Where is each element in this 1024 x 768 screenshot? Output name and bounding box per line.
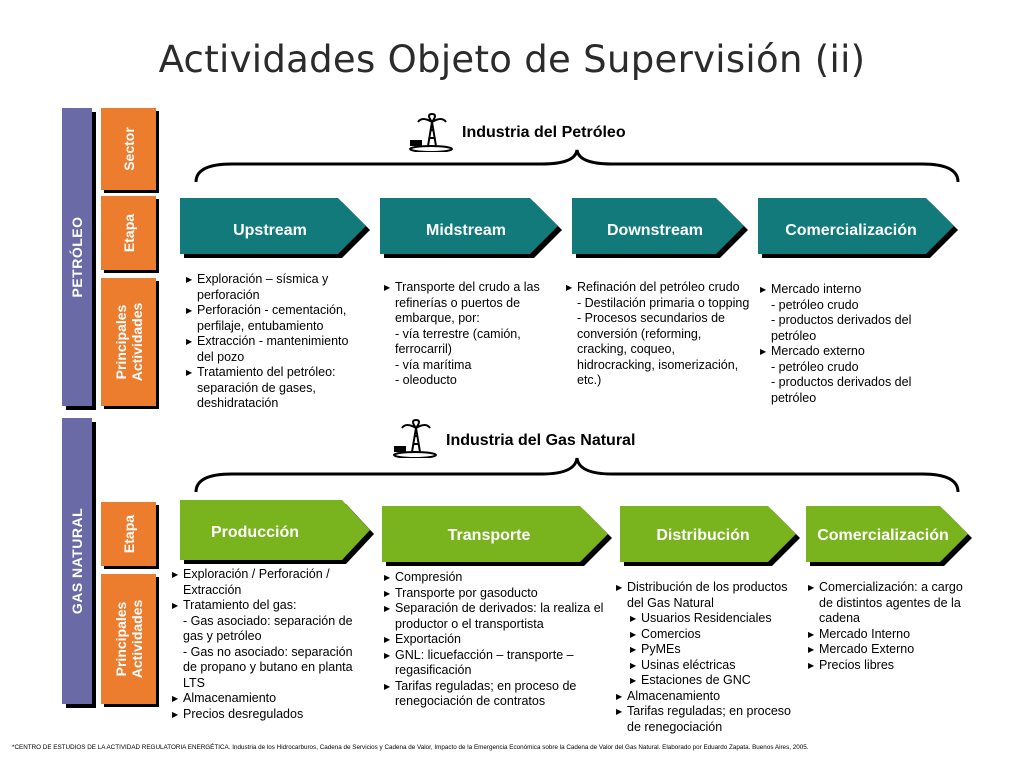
list-item: ▶ Precios libres xyxy=(808,658,978,674)
list-item: ▶ Almacenamiento xyxy=(616,689,806,705)
list-item: ▶ Mercado externo xyxy=(760,344,940,360)
downstream-label: Downstream xyxy=(606,222,704,239)
list-subitem: ▶ Usuarios Residenciales xyxy=(630,611,806,627)
distribucion-label: Distribución xyxy=(656,527,750,544)
list-item: ▶ Mercado interno xyxy=(760,282,940,298)
list-subitem: - petróleo crudo xyxy=(771,359,859,374)
petroleo-industry-title: Industria del Petróleo xyxy=(462,124,626,141)
gas-actividades-box xyxy=(101,574,156,704)
comercializacion-gas-activities xyxy=(808,580,978,673)
list-subitem: - Gas asociado: separación de gas y petróleo xyxy=(183,613,353,643)
transporte-label: Transporte xyxy=(447,527,531,544)
list-item: ▶ Mercado Externo xyxy=(808,642,978,658)
downstream-activities xyxy=(566,280,754,389)
list-item: ▶ GNL: licuefacción – transporte – regasificación xyxy=(384,648,620,679)
list-subitem: - productos derivados del petróleo xyxy=(771,313,912,343)
comercializacion-petroleo-activities xyxy=(760,282,940,406)
midstream-label: Midstream xyxy=(425,222,507,239)
upstream-label: Upstream xyxy=(233,222,307,239)
list-item: ▶ Mercado Interno xyxy=(808,627,978,643)
etapa-label: Etapa xyxy=(120,213,137,253)
petroleo-side-bar xyxy=(62,108,92,406)
list-item: ▶ Separación de derivados: la realiza el productor o el transportista xyxy=(384,601,620,632)
comercializacion-gas-label: Comercialización xyxy=(817,527,949,544)
petroleo-actividades-box xyxy=(101,278,156,406)
sector-box xyxy=(101,108,156,190)
oil-rig-icon xyxy=(392,418,438,458)
petroleo-brace xyxy=(192,146,962,184)
distribucion-activities xyxy=(616,580,806,735)
actividades-label: Principales Actividades xyxy=(112,599,145,679)
comercializacion-petroleo-label: Comercialización xyxy=(785,222,917,239)
list-item: ▶ Perforación - cementación, perfilaje, entubamiento xyxy=(186,303,366,334)
list-subitem: - vía terrestre (camión, ferrocarril) xyxy=(395,326,521,356)
list-item: ▶ Precios desregulados xyxy=(172,707,368,723)
list-subitem: - Procesos secundarios de conversión (reforming, cracking, coqueo, hidrocracking, isomerización, etc.) xyxy=(577,311,739,387)
midstream-activities xyxy=(384,280,556,389)
list-item: ▶ Tarifas reguladas; en proceso de renegociación de contratos xyxy=(384,679,620,710)
list-item: ▶ Compresión xyxy=(384,570,620,586)
list-subitem: ▶ Usinas eléctricas xyxy=(630,658,806,674)
list-item: ▶ Tarifas reguladas; en proceso de renegociación xyxy=(616,704,806,735)
list-subitem: - vía marítima xyxy=(395,357,472,372)
transporte-activities xyxy=(384,570,620,710)
list-item: ▶ Exploración – sísmica y perforación xyxy=(186,272,366,303)
list-subitem: - Gas no asociado: separación de propano y butano en planta LTS xyxy=(183,644,353,690)
gas-label: GAS NATURAL xyxy=(69,507,85,615)
list-subitem: - petróleo crudo xyxy=(771,297,859,312)
list-item: ▶ Exploración / Perforación / Extracción xyxy=(172,567,368,598)
list-item: ▶ Exportación xyxy=(384,632,620,648)
list-item: ▶ Transporte por gasoducto xyxy=(384,586,620,602)
list-subitem: - productos derivados del petróleo xyxy=(771,375,912,405)
list-item: ▶ Tratamiento del petróleo: separación de gases, deshidratación xyxy=(186,365,366,412)
list-item: ▶ Transporte del crudo a las refinerías o puertos de embarque, por: xyxy=(384,280,556,327)
list-subitem: - Destilación primaria o topping xyxy=(577,295,750,310)
page-title: Actividades Objeto de Supervisión (ii) xyxy=(158,38,866,81)
list-item: ▶ Tratamiento del gas: xyxy=(172,598,368,614)
gas-side-bar xyxy=(62,418,92,704)
petroleo-etapa-box xyxy=(101,196,156,270)
gas-industry-title: Industria del Gas Natural xyxy=(446,432,636,449)
list-subitem: ▶ PyMEs xyxy=(630,642,806,658)
produccion-activities xyxy=(172,567,368,722)
list-item: ▶ Comercialización: a cargo de distintos agentes de la cadena xyxy=(808,580,978,627)
footer-citation: *CENTRO DE ESTUDIOS DE LA ACTIVIDAD REGULATORIA ENERGÉTICA. Industria de los Hidrocarburos, Cadena de Servicios y Cadena de Valor, Impacto de la Emergencia Económica sobre la Cadena de Valor del Gas Natural. Elaborado por Eduardo Zapata. Buenos Aires, 2005. xyxy=(12,744,809,751)
produccion-label: Producción xyxy=(210,524,299,541)
petroleo-label: PETRÓLEO xyxy=(69,216,85,298)
list-item: ▶ Distribución de los productos del Gas Natural xyxy=(616,580,806,611)
etapa-label: Etapa xyxy=(120,514,137,554)
list-item: ▶ Refinación del petróleo crudo xyxy=(566,280,754,296)
gas-etapa-box xyxy=(101,502,156,566)
list-subitem: - oleoducto xyxy=(395,373,457,387)
list-item: ▶ Extracción - mantenimiento del pozo xyxy=(186,334,366,365)
sector-label: Sector xyxy=(120,127,137,171)
upstream-activities xyxy=(186,272,366,412)
actividades-label: Principales Actividades xyxy=(112,302,145,382)
list-item: ▶ Almacenamiento xyxy=(172,691,368,707)
gas-brace xyxy=(192,454,962,494)
list-subitem: ▶ Estaciones de GNC xyxy=(630,673,806,689)
list-subitem: ▶ Comercios xyxy=(630,627,806,643)
